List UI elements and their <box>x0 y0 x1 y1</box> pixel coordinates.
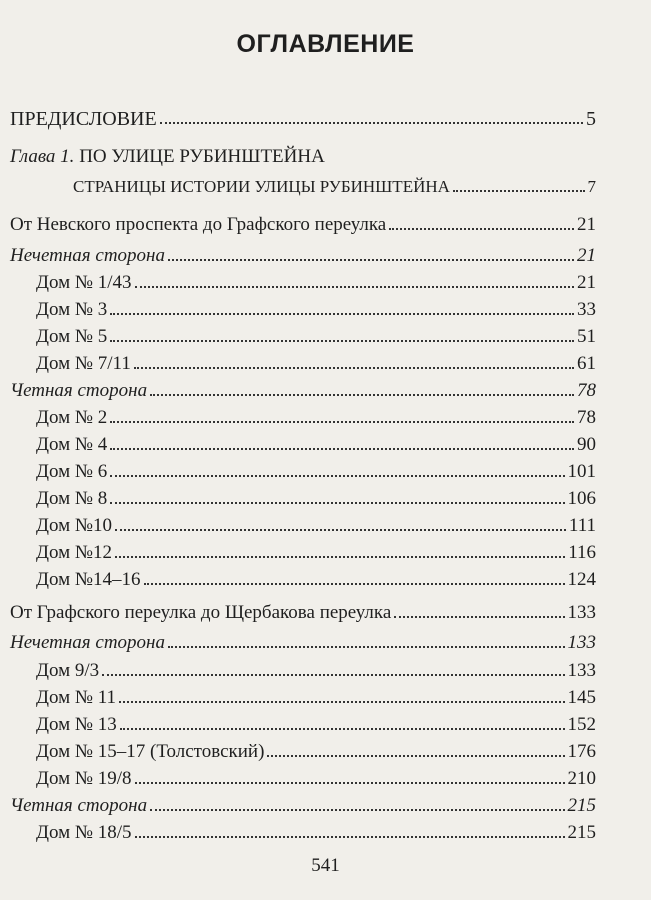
leader-dots <box>102 674 564 676</box>
toc-entry-page: 21 <box>577 272 596 293</box>
toc-entry-label: Дом № 1/43 <box>36 272 132 293</box>
toc-title: ОГЛАВЛЕНИЕ <box>236 30 415 58</box>
page-number: 541 <box>311 855 340 876</box>
leader-dots <box>110 475 564 477</box>
toc-section <box>0 598 651 624</box>
toc-entry-preface <box>0 104 651 130</box>
toc-entry-page: 116 <box>568 542 596 563</box>
leader-dots <box>150 394 574 396</box>
toc-house <box>0 565 651 591</box>
leader-dots <box>110 313 574 315</box>
toc-side <box>0 791 651 817</box>
toc-side <box>0 628 651 654</box>
toc-entry-page: 78 <box>577 407 596 428</box>
leader-dots <box>135 782 565 784</box>
leader-dots <box>115 556 565 558</box>
toc-entry-page: 124 <box>567 569 596 590</box>
toc-house <box>0 737 651 763</box>
toc-entry-label: Дом 9/3 <box>36 660 100 681</box>
toc-entry-label: Дом №10 <box>36 515 112 536</box>
toc-entry-label: Дом № 15–17 (Толстовский) <box>36 741 265 762</box>
leader-dots <box>394 616 564 618</box>
toc-entry-label: Четная сторона <box>10 795 148 816</box>
toc-chapter-heading <box>0 142 651 168</box>
toc-section <box>0 210 651 236</box>
toc-entry-page: 5 <box>586 108 596 130</box>
leader-dots <box>168 646 565 648</box>
toc-entry-label: Дом № 19/8 <box>36 768 132 789</box>
toc-entry-label: Дом № 3 <box>36 299 108 320</box>
leader-dots <box>135 286 574 288</box>
toc-house <box>0 656 651 682</box>
toc-entry-label: Дом № 4 <box>36 434 108 455</box>
toc-entry-label: СТРАНИЦЫ ИСТОРИИ УЛИЦЫ РУБИНШТЕЙНА <box>73 177 450 196</box>
toc-entry-page: 33 <box>577 299 596 320</box>
chapter-heading <box>10 146 325 168</box>
toc-house <box>0 710 651 736</box>
toc-entry-page: 101 <box>567 461 596 482</box>
toc-entry-page: 133 <box>567 602 596 623</box>
toc-entry-label: От Графского переулка до Щербакова переулка <box>10 602 392 623</box>
toc-entry-label: Дом № 6 <box>36 461 108 482</box>
leader-dots <box>160 122 583 124</box>
toc-entry-page: 51 <box>577 326 596 347</box>
leader-dots <box>267 755 564 757</box>
toc-entry-label: Дом №12 <box>36 542 112 563</box>
toc-house <box>0 268 651 294</box>
leader-dots <box>389 228 574 230</box>
toc-entry-page: 215 <box>567 822 596 843</box>
toc-entry-page: 152 <box>567 714 596 735</box>
toc-house <box>0 484 651 510</box>
toc-entry-label: Дом № 8 <box>36 488 108 509</box>
toc-entry-page: 106 <box>567 488 596 509</box>
toc-entry-page: 111 <box>568 515 596 536</box>
toc-entry-label: Дом № 7/11 <box>36 353 131 374</box>
toc-entry-label: Дом № 18/5 <box>36 822 132 843</box>
toc-entry-page: 210 <box>567 768 596 789</box>
leader-dots <box>150 809 564 811</box>
toc-entry-chapter-subtitle <box>0 172 651 198</box>
leader-dots <box>110 340 574 342</box>
toc-entry-page: 90 <box>577 434 596 455</box>
toc-house <box>0 683 651 709</box>
toc-entry-page: 21 <box>577 245 596 266</box>
toc-entry-page: 133 <box>567 660 596 681</box>
toc-entry-page: 78 <box>577 380 596 401</box>
toc-entry-label: Нечетная сторона <box>10 245 165 266</box>
leader-dots <box>115 529 566 531</box>
toc-house <box>0 511 651 537</box>
toc-entry-label: ПРЕДИСЛОВИЕ <box>10 108 157 130</box>
toc-house <box>0 322 651 348</box>
toc-entry-page: 215 <box>567 795 596 816</box>
leader-dots <box>168 259 574 261</box>
leader-dots <box>110 502 564 504</box>
toc-entry-page: 176 <box>567 741 596 762</box>
toc-entry-label: От Невского проспекта до Графского переулка <box>10 214 387 235</box>
toc-house <box>0 430 651 456</box>
toc-entry-label: Дом № 11 <box>36 687 117 708</box>
leader-dots <box>119 701 564 703</box>
toc-entry-label: Четная сторона <box>10 380 148 401</box>
toc-house <box>0 818 651 844</box>
toc-entry-label: Дом № 13 <box>36 714 117 735</box>
toc-entry-page: 7 <box>587 177 596 196</box>
toc-house <box>0 764 651 790</box>
toc-entry-page: 133 <box>567 632 596 653</box>
toc-entry-label: Дом № 2 <box>36 407 108 428</box>
toc-house <box>0 349 651 375</box>
leader-dots <box>453 190 585 192</box>
toc-entry-page: 145 <box>567 687 596 708</box>
toc-house <box>0 538 651 564</box>
leader-dots <box>110 421 574 423</box>
chapter-title: ПО УЛИЦЕ РУБИНШТЕЙНА <box>79 146 325 167</box>
toc-entry-page: 61 <box>577 353 596 374</box>
leader-dots <box>134 367 574 369</box>
toc-entry-label: Нечетная сторона <box>10 632 165 653</box>
chapter-prefix: Глава 1. <box>10 146 75 167</box>
leader-dots <box>120 728 565 730</box>
toc-entry-page: 21 <box>577 214 596 235</box>
toc-house <box>0 457 651 483</box>
toc-house <box>0 295 651 321</box>
toc-entry-label: Дом № 5 <box>36 326 108 347</box>
leader-dots <box>135 836 565 838</box>
leader-dots <box>144 583 565 585</box>
toc-side <box>0 376 651 402</box>
toc-entry-label: Дом №14–16 <box>36 569 141 590</box>
leader-dots <box>110 448 574 450</box>
toc-side <box>0 241 651 267</box>
toc-house <box>0 403 651 429</box>
